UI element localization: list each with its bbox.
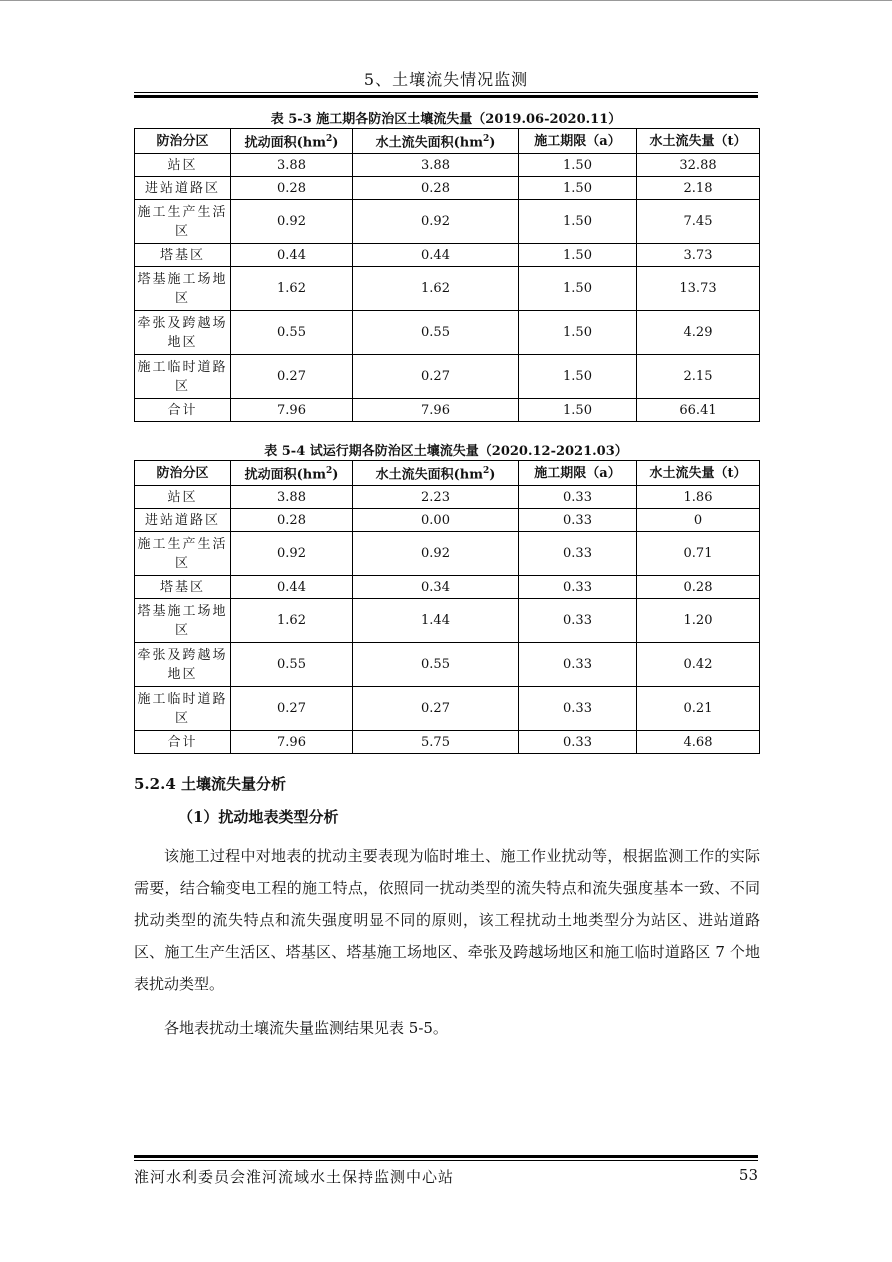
running-header: 5、土壤流失情况监测 xyxy=(363,70,529,89)
table-row xyxy=(135,244,760,267)
value-cell: 2.23 xyxy=(353,486,519,509)
value-cell: 1.50 xyxy=(519,177,637,200)
value-cell: 5.75 xyxy=(353,731,519,754)
value-cell: 0.55 xyxy=(231,643,353,687)
table-row xyxy=(135,267,760,311)
value-cell: 32.88 xyxy=(637,154,760,177)
zone-name-cell: 牵张及跨越场地区 xyxy=(135,311,231,355)
value-cell: 0.34 xyxy=(353,576,519,599)
value-cell: 4.68 xyxy=(637,731,760,754)
zone-name-cell: 塔基区 xyxy=(135,244,231,267)
value-cell: 1.50 xyxy=(519,154,637,177)
zone-name-cell: 合计 xyxy=(135,399,231,422)
footer-organization: 淮河水利委员会淮河流域水土保持监测中心站 xyxy=(134,1168,455,1186)
table-row xyxy=(135,154,760,177)
column-header: 施工期限（a） xyxy=(519,461,637,486)
value-cell: 1.50 xyxy=(519,311,637,355)
subsection-title: （1）扰动地表类型分析 xyxy=(178,808,339,826)
table-row xyxy=(135,687,760,731)
column-header: 防治分区 xyxy=(135,461,231,486)
value-cell: 0.33 xyxy=(519,532,637,576)
column-header: 水土流失面积$(hm^2)$ xyxy=(353,461,519,486)
table-5-4-header xyxy=(135,461,760,486)
value-cell: 1.44 xyxy=(353,599,519,643)
value-cell: 0.27 xyxy=(231,355,353,399)
value-cell: 0.71 xyxy=(637,532,760,576)
zone-name-cell: 施工生产生活区 xyxy=(135,532,231,576)
value-cell: 0.44 xyxy=(231,244,353,267)
value-cell: 0.33 xyxy=(519,486,637,509)
column-header: 水土流失量（t） xyxy=(637,461,760,486)
value-cell: 0.92 xyxy=(231,200,353,244)
zone-name-cell: 施工临时道路区 xyxy=(135,355,231,399)
value-cell: 0.28 xyxy=(353,177,519,200)
value-cell: 0.27 xyxy=(231,687,353,731)
value-cell: 3.88 xyxy=(353,154,519,177)
value-cell: 0.28 xyxy=(231,509,353,532)
page-top-edge xyxy=(0,0,892,1)
zone-name-cell: 塔基区 xyxy=(135,576,231,599)
value-cell: 0.92 xyxy=(353,532,519,576)
column-header: 水土流失量（t） xyxy=(637,129,760,154)
value-cell: 7.45 xyxy=(637,200,760,244)
value-cell: 0.27 xyxy=(353,687,519,731)
value-cell: 0.00 xyxy=(353,509,519,532)
header-rule-thick xyxy=(134,95,758,98)
table-5-4-caption: 表 5-4 试运行期各防治区土壤流失量（2020.12-2021.03） xyxy=(264,444,628,459)
value-cell: 0.42 xyxy=(637,643,760,687)
column-header: 防治分区 xyxy=(135,129,231,154)
value-cell: 0.21 xyxy=(637,687,760,731)
value-cell: 1.50 xyxy=(519,244,637,267)
value-cell: 0.28 xyxy=(637,576,760,599)
value-cell: 1.62 xyxy=(353,267,519,311)
value-cell: 0.33 xyxy=(519,643,637,687)
table-5-3-caption: 表 5-3 施工期各防治区土壤流失量（2019.06-2020.11） xyxy=(270,112,622,127)
page-number: 53 xyxy=(738,1166,758,1184)
table-5-3 xyxy=(134,128,760,422)
table-row xyxy=(135,643,760,687)
table-row xyxy=(135,486,760,509)
value-cell: 66.41 xyxy=(637,399,760,422)
value-cell: 7.96 xyxy=(353,399,519,422)
value-cell: 7.96 xyxy=(231,399,353,422)
table-row xyxy=(135,311,760,355)
zone-name-cell: 进站道路区 xyxy=(135,509,231,532)
footer-rule-thin xyxy=(134,1160,758,1161)
column-header: 扰动面积$(hm^2)$ xyxy=(231,129,353,154)
value-cell: 1.50 xyxy=(519,267,637,311)
footer-rule-thick xyxy=(134,1155,758,1158)
zone-name-cell: 施工临时道路区 xyxy=(135,687,231,731)
value-cell: 1.50 xyxy=(519,355,637,399)
value-cell: 0.33 xyxy=(519,576,637,599)
zone-name-cell: 牵张及跨越场地区 xyxy=(135,643,231,687)
value-cell: 0.55 xyxy=(353,311,519,355)
table-row xyxy=(135,509,760,532)
table-row xyxy=(135,576,760,599)
value-cell: 2.15 xyxy=(637,355,760,399)
value-cell: 0.44 xyxy=(231,576,353,599)
column-header: 扰动面积$(hm^2)$ xyxy=(231,461,353,486)
table-row xyxy=(135,355,760,399)
value-cell: 2.18 xyxy=(637,177,760,200)
value-cell: 13.73 xyxy=(637,267,760,311)
table-row xyxy=(135,177,760,200)
value-cell: 1.86 xyxy=(637,486,760,509)
table-5-4 xyxy=(134,460,760,754)
zone-name-cell: 施工生产生活区 xyxy=(135,200,231,244)
value-cell: 3.88 xyxy=(231,154,353,177)
table-row xyxy=(135,532,760,576)
zone-name-cell: 站区 xyxy=(135,154,231,177)
value-cell: 0.33 xyxy=(519,599,637,643)
zone-name-cell: 塔基施工场地区 xyxy=(135,267,231,311)
header-rule-thin xyxy=(134,92,758,93)
value-cell: 0.33 xyxy=(519,687,637,731)
value-cell: 0.33 xyxy=(519,509,637,532)
table-row xyxy=(135,200,760,244)
table-5-3-header xyxy=(135,129,760,154)
column-header: 施工期限（a） xyxy=(519,129,637,154)
body-paragraph: 该施工过程中对地表的扰动主要表现为临时堆土、施工作业扰动等，根据监测工作的实际需要，结合输变电工程的施工特点，依照同一扰动类型的流失特点和流失强度基本一致、不同扰动类型的流失特点和流失强度明显不同的原则，该工程扰动土地类型分为站区、进站道路区、施工生产生活区、塔基区、塔基施工场地区、牵张及跨越场地区和施工临时道路区 7 个地表扰动类型。 xyxy=(134,847,760,993)
value-cell: 0.92 xyxy=(231,532,353,576)
table-row xyxy=(135,599,760,643)
value-cell: 0.92 xyxy=(353,200,519,244)
value-cell: 1.50 xyxy=(519,200,637,244)
value-cell: 0.28 xyxy=(231,177,353,200)
value-cell: 3.88 xyxy=(231,486,353,509)
zone-name-cell: 合计 xyxy=(135,731,231,754)
value-cell: 4.29 xyxy=(637,311,760,355)
table-row xyxy=(135,399,760,422)
value-cell: 0.55 xyxy=(353,643,519,687)
zone-name-cell: 站区 xyxy=(135,486,231,509)
value-cell: 1.50 xyxy=(519,399,637,422)
value-cell: 0.27 xyxy=(353,355,519,399)
value-cell: 3.73 xyxy=(637,244,760,267)
value-cell: 0.55 xyxy=(231,311,353,355)
table-row xyxy=(135,731,760,754)
value-cell: 0.33 xyxy=(519,731,637,754)
column-header: 水土流失面积$(hm^2)$ xyxy=(353,129,519,154)
section-title: 5.2.4 土壤流失量分析 xyxy=(134,775,286,793)
value-cell: 0.44 xyxy=(353,244,519,267)
zone-name-cell: 进站道路区 xyxy=(135,177,231,200)
value-cell: 1.20 xyxy=(637,599,760,643)
value-cell: 7.96 xyxy=(231,731,353,754)
body-paragraph: 各地表扰动土壤流失量监测结果见表 5-5。 xyxy=(164,1019,448,1037)
value-cell: 1.62 xyxy=(231,599,353,643)
zone-name-cell: 塔基施工场地区 xyxy=(135,599,231,643)
value-cell: 1.62 xyxy=(231,267,353,311)
value-cell: 0 xyxy=(637,509,760,532)
